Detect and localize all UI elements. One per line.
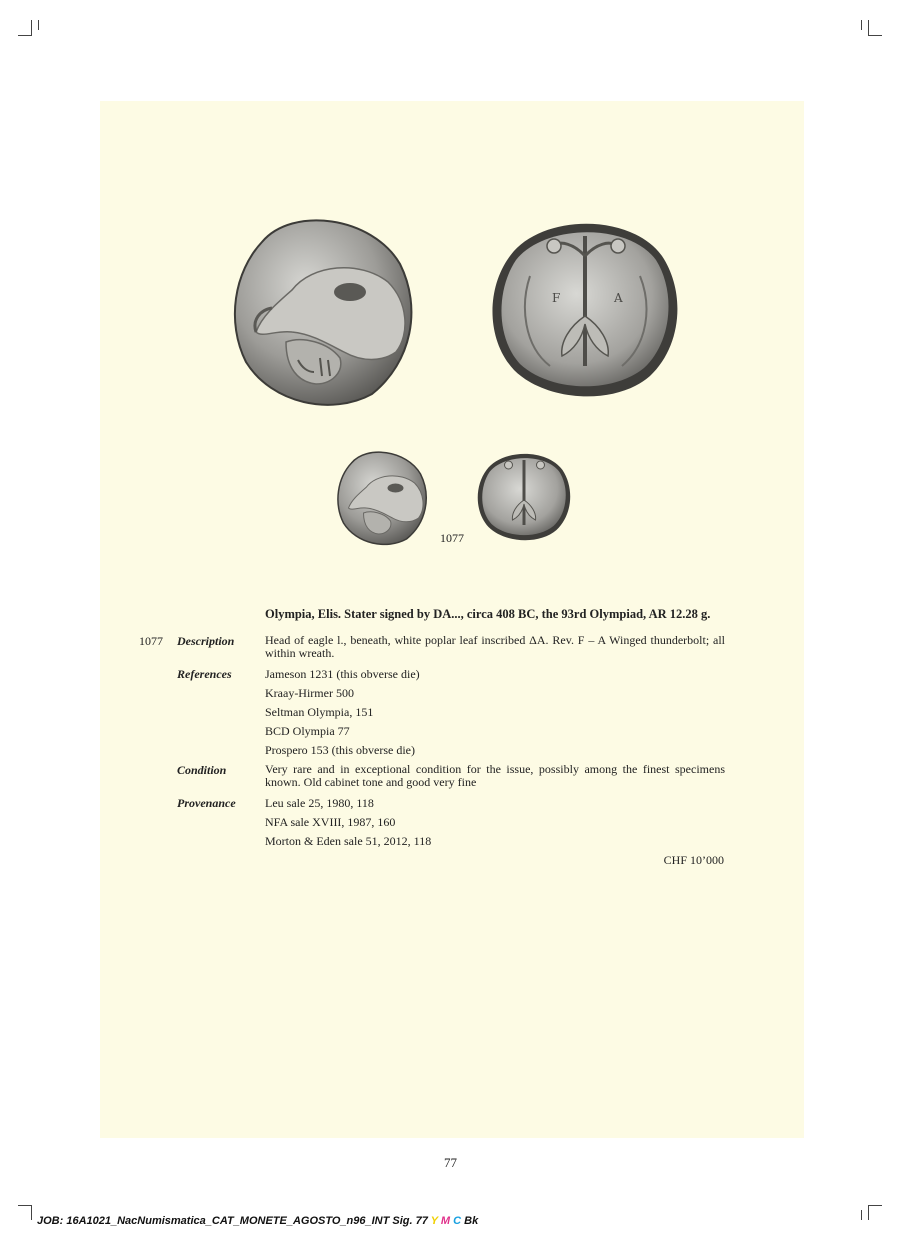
photo-caption: 1077	[440, 531, 464, 545]
reference-item: Seltman Olympia, 151	[265, 705, 374, 719]
color-bar-yellow: Y	[430, 1215, 438, 1227]
provenance-label: Provenance	[177, 796, 236, 810]
crop-mark-top-left-h	[18, 35, 32, 36]
crop-mark-bottom-right-h	[868, 1205, 882, 1206]
lot-number: 1077	[139, 634, 163, 648]
color-bar-magenta: M	[440, 1215, 451, 1227]
color-bar-cyan: C	[453, 1215, 462, 1227]
estimate-price: CHF 10’000	[663, 853, 724, 867]
page-number: 77	[444, 1155, 457, 1170]
coin-letter-left: F	[552, 291, 561, 305]
lot-title: Olympia, Elis. Stater signed by DA..., circa 408 BC, the 93rd Olympiad, AR 12.28 g.	[265, 607, 711, 621]
crop-mark-bottom-left-v	[31, 1205, 32, 1220]
condition-label: Condition	[177, 763, 227, 777]
crop-mark-top-right-v	[868, 20, 869, 35]
crop-mark-top-right-tick	[861, 20, 862, 30]
coin-letter-right: A	[614, 291, 623, 305]
crop-mark-top-left-tick	[38, 20, 39, 30]
provenance-item: Morton & Eden sale 51, 2012, 118	[265, 834, 432, 848]
crop-mark-top-right-h	[868, 35, 882, 36]
references-label: References	[177, 667, 232, 681]
crop-mark-bottom-right-tick	[861, 1210, 862, 1220]
color-bar-black: Bk	[464, 1215, 479, 1227]
description-label: Description	[177, 634, 235, 648]
reference-item: Kraay-Hirmer 500	[265, 686, 354, 700]
reference-item: Prospero 153 (this obverse die)	[265, 743, 415, 757]
job-text: JOB: 16A1021_NacNumismatica_CAT_MONETE_AGOSTO_n96_INT Sig. 77	[37, 1215, 428, 1227]
coin-reverse-small	[476, 450, 572, 542]
reference-item: Jameson 1231 (this obverse die)	[265, 667, 420, 681]
print-job-slug	[37, 1215, 478, 1227]
description-text: Head of eagle l., beneath, white poplar leaf inscribed ΔA. Rev. F – A Winged thunderbolt; all within wreath.	[265, 633, 725, 660]
coin-obverse-large	[232, 212, 414, 408]
coin-reverse-large	[490, 216, 680, 400]
provenance-item: Leu sale 25, 1980, 118	[265, 796, 374, 810]
provenance-item: NFA sale XVIII, 1987, 160	[265, 815, 396, 829]
crop-mark-top-left-v	[31, 20, 32, 35]
condition-text: Very rare and in exceptional condition for the issue, possibly among the finest specimens known. Old cabinet tone and good very fine	[265, 762, 725, 789]
crop-mark-bottom-right-v	[868, 1205, 869, 1220]
reference-item: BCD Olympia 77	[265, 724, 350, 738]
crop-mark-bottom-left-h	[18, 1205, 32, 1206]
coin-obverse-small	[336, 448, 428, 546]
